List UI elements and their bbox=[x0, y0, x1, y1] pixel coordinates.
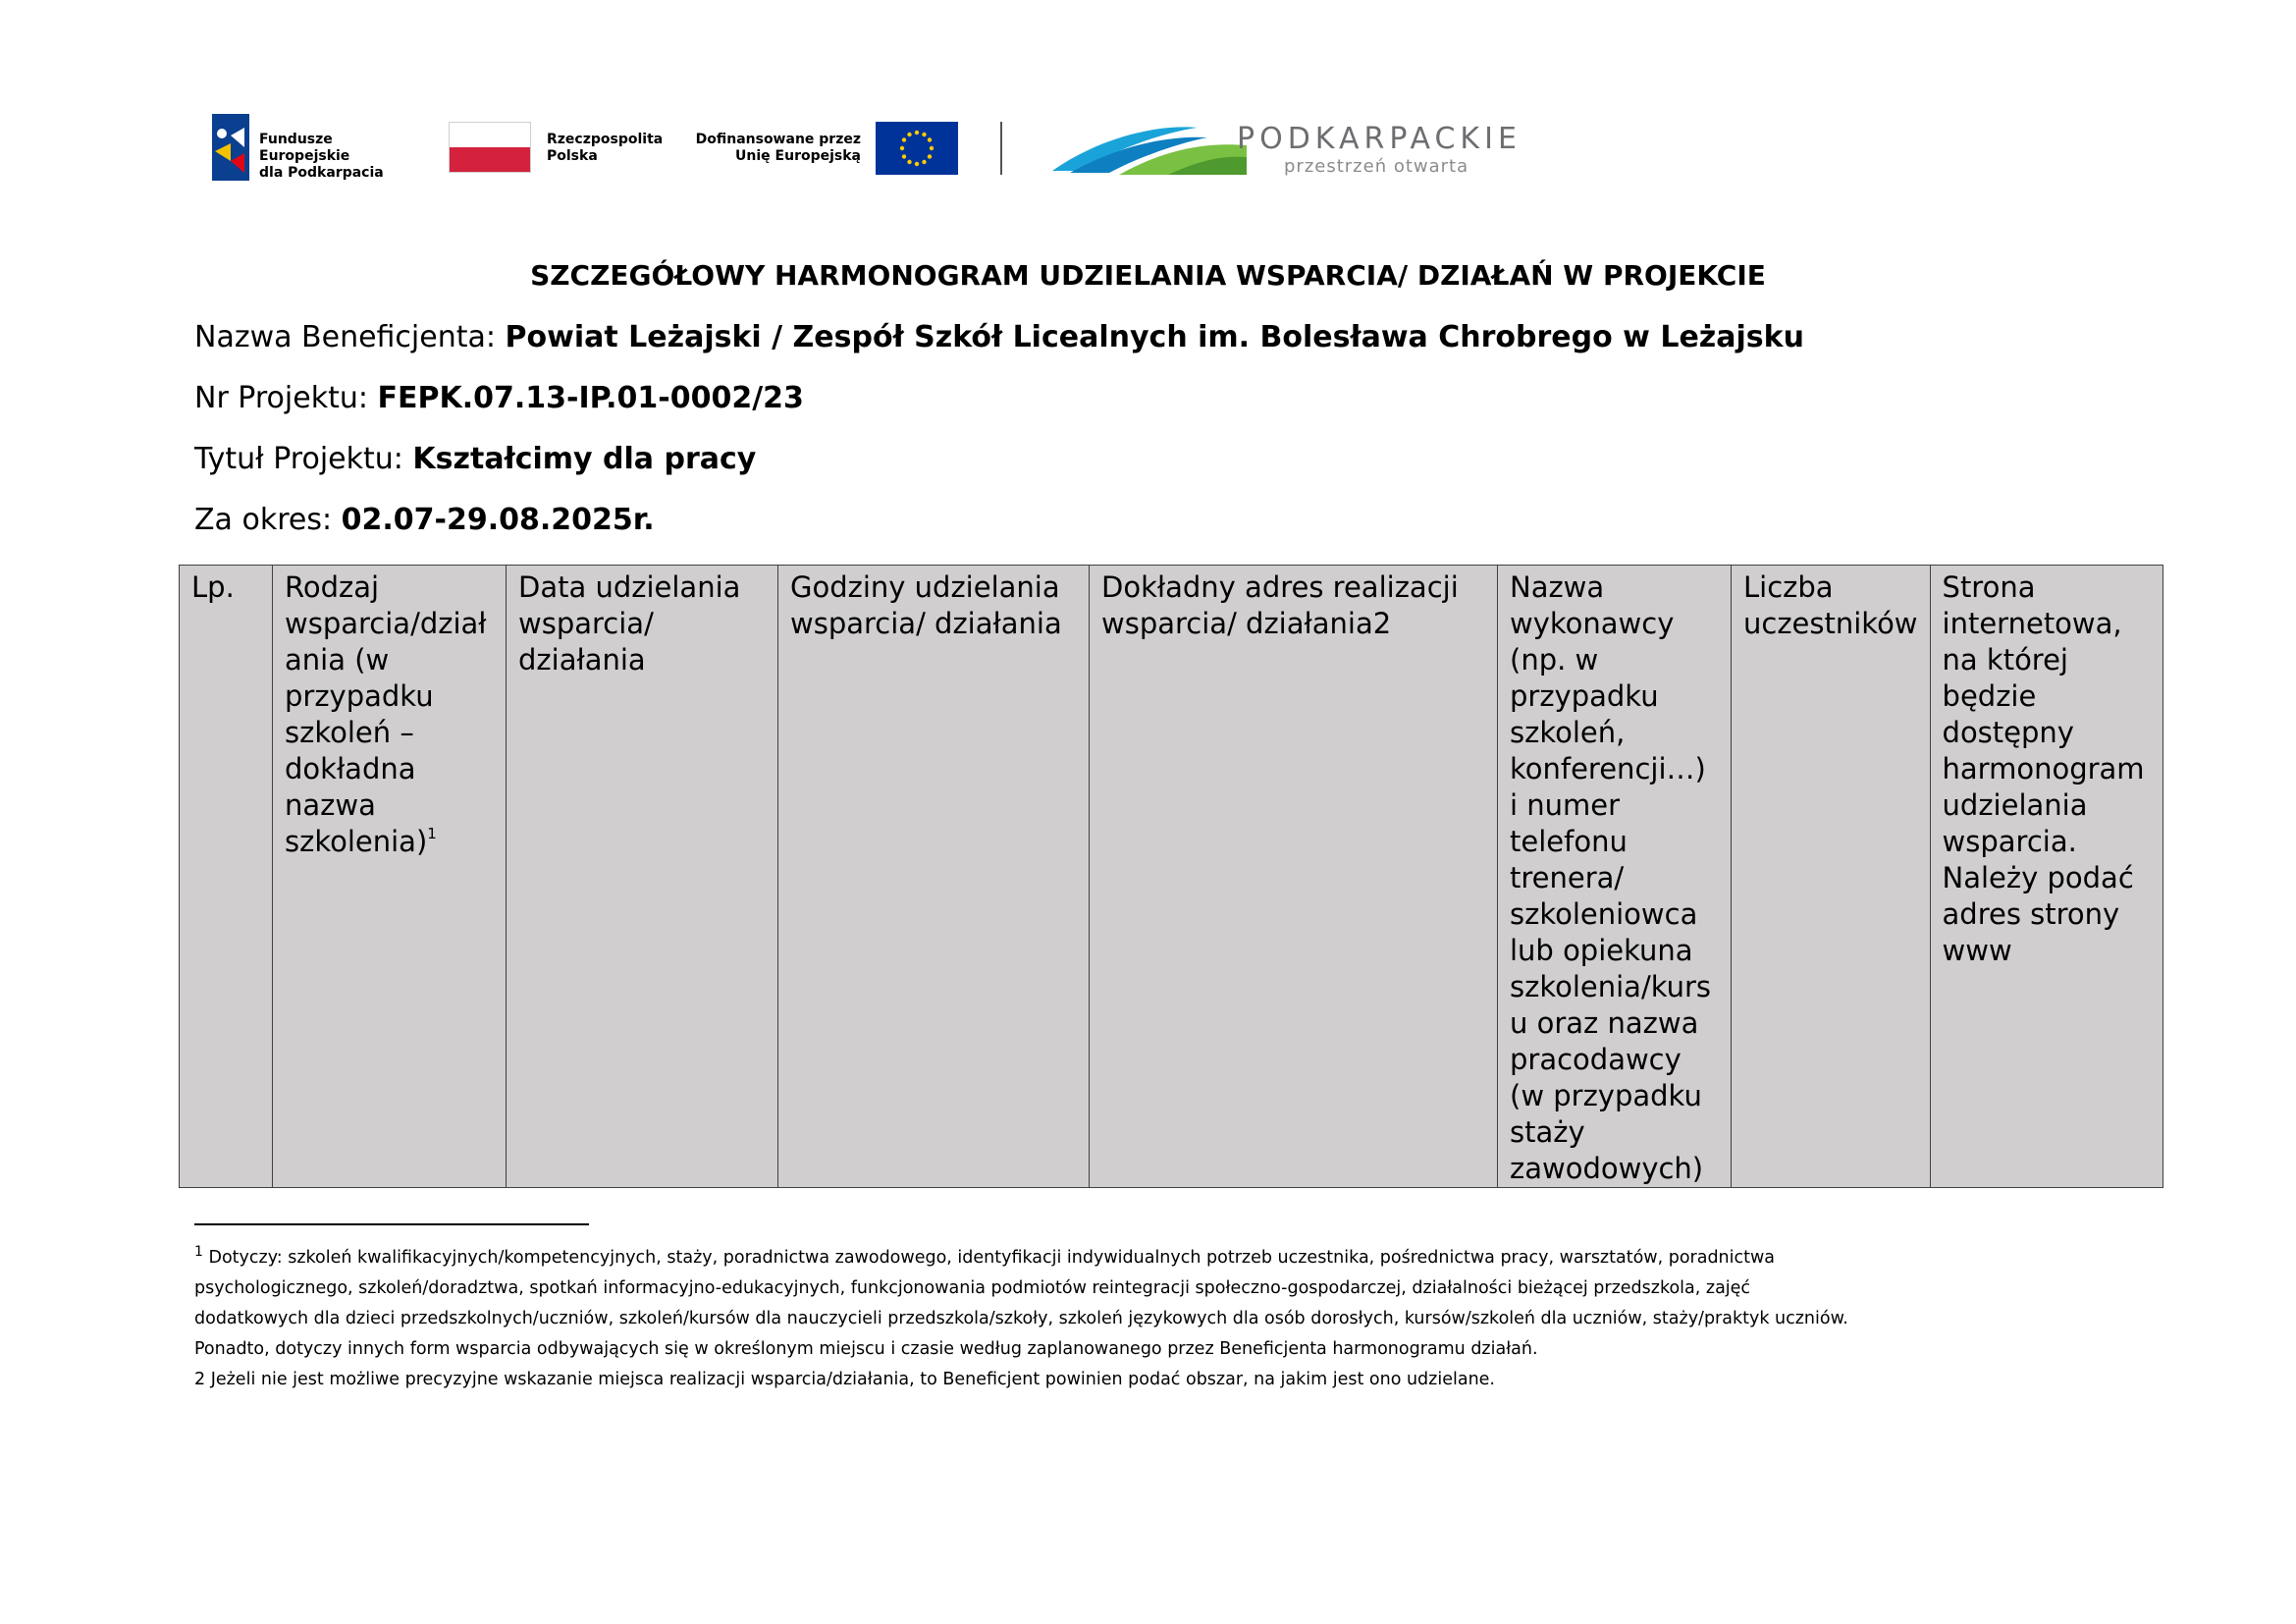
header-support-date: Data udzielania wsparcia/ działania bbox=[507, 566, 778, 1188]
header-contractor: Nazwa wykonawcy (np. w przypadku szkoleń, konferencji…) i numer telefonu trenera/ szkoleniowca lub opiekuna szkolenia/kurs u oraz nazwa pracodawcy (w przypadku staży zawodowych) bbox=[1498, 566, 1732, 1188]
footnote-1-text: Dotyczy: szkoleń kwalifikacyjnych/kompetencyjnych, staży, poradnictwa zawodowego, identyfikacji indywidualnych potrzeb uczestnika, pośrednictwa pracy, warsztatów, poradnictwa psychologicznego, szkoleń/doradztwa, spotkań informacyjno-edukacyjnych, funkcjonowania podmiotów reintegracji społeczno-gospodarczej, działalności bieżącej przedszkola, zajęć dodatkowych dla dzieci przedszkolnych/uczniów, szkoleń/kursów dla nauczycieli przedszkola/szkoły, szkoleń językowych dla osób dorosłych, kursów/szkoleń dla uczniów, staży/praktyk uczniów. Ponadto, dotyczy innych form wsparcia odbywających się w określonym miejscu i czasie według zaplanowanego przez Beneficjenta harmonogramu działań. bbox=[194, 1248, 1848, 1359]
project-title-label: Tytuł Projektu: bbox=[194, 442, 413, 476]
project-title-line bbox=[194, 442, 756, 476]
schedule-table bbox=[179, 565, 2163, 1188]
period-value: 02.07-29.08.2025r. bbox=[341, 503, 655, 537]
beneficiary-line bbox=[194, 320, 1804, 354]
podkarpackie-swoosh-icon bbox=[1050, 118, 1247, 175]
podkarpackie-title: PODKARPACKIE bbox=[1237, 122, 1522, 156]
project-number-line bbox=[194, 381, 804, 415]
project-title-value: Kształcimy dla pracy bbox=[412, 442, 757, 476]
rzeczpospolita-logo bbox=[449, 122, 674, 175]
header-lp: Lp. bbox=[180, 566, 273, 1188]
footnotes bbox=[194, 1243, 1863, 1395]
header-support-type: Rodzaj wsparcia/dział ania (w przypadku szkoleń – dokładna nazwa szkolenia)$^1$ bbox=[273, 566, 507, 1188]
logo-separator bbox=[1000, 122, 1002, 175]
project-number-label: Nr Projektu: bbox=[194, 381, 378, 415]
podkarpackie-logo bbox=[1050, 118, 1522, 177]
header-participants: Liczba uczestników bbox=[1732, 566, 1931, 1188]
eu-logo-line2: Unię Europejską bbox=[735, 148, 861, 164]
header-support-address: Dokładny adres realizacji wsparcia/ działania2 bbox=[1090, 566, 1498, 1188]
project-number-value: FEPK.07.13-IP.01-0002/23 bbox=[377, 381, 804, 415]
rp-logo-text bbox=[547, 132, 663, 165]
footnote-2: 2 Jeżeli nie jest możliwe precyzyjne wskazanie miejsca realizacji wsparcia/działania, to Beneficjent powinien podać obszar, na jakim jest ono udzielane. bbox=[194, 1370, 1495, 1389]
header-website: Strona internetowa, na której będzie dostępny harmonogram udzielania wsparcia. Należy podać adres strony www bbox=[1930, 566, 2163, 1188]
header-support-hours: Godziny udzielania wsparcia/ działania bbox=[778, 566, 1090, 1188]
footnote-1 bbox=[194, 1243, 1863, 1365]
footnote-separator bbox=[194, 1223, 589, 1225]
footnote-ref-1: 1 bbox=[427, 825, 437, 842]
eu-flag-icon bbox=[876, 122, 958, 175]
fundusze-europejskie-logo-icon bbox=[212, 114, 249, 181]
podkarpackie-subtitle: przestrzeń otwarta bbox=[1284, 156, 1469, 177]
document-title: SZCZEGÓŁOWY HARMONOGRAM UDZIELANIA WSPARCIA/ DZIAŁAŃ W PROJEKCIE bbox=[530, 259, 1766, 292]
eu-logo-text bbox=[696, 132, 861, 165]
polish-flag-icon bbox=[449, 122, 531, 173]
rp-logo-line1: Rzeczpospolita bbox=[547, 132, 664, 147]
rp-logo-line2: Polska bbox=[547, 148, 598, 164]
fe-logo-line1: Fundusze Europejskie bbox=[259, 132, 350, 164]
fe-logo-line2: dla Podkarpacia bbox=[259, 165, 384, 181]
eu-logo-line1: Dofinansowane przez bbox=[695, 132, 861, 147]
fe-logo-text bbox=[259, 132, 414, 182]
footnote-1-mark: 1 bbox=[194, 1244, 203, 1260]
period-line bbox=[194, 503, 655, 537]
beneficiary-value: Powiat Leżajski / Zespół Szkół Licealnych im. Bolesława Chrobrego w Leżajsku bbox=[505, 320, 1804, 354]
period-label: Za okres: bbox=[194, 503, 342, 537]
logo-strip bbox=[208, 114, 1523, 181]
fundusze-europejskie-logo bbox=[208, 114, 414, 181]
eu-cofinancing-logo bbox=[695, 122, 959, 175]
beneficiary-label: Nazwa Beneficjenta: bbox=[194, 320, 506, 354]
table-header-row bbox=[180, 566, 2163, 1188]
